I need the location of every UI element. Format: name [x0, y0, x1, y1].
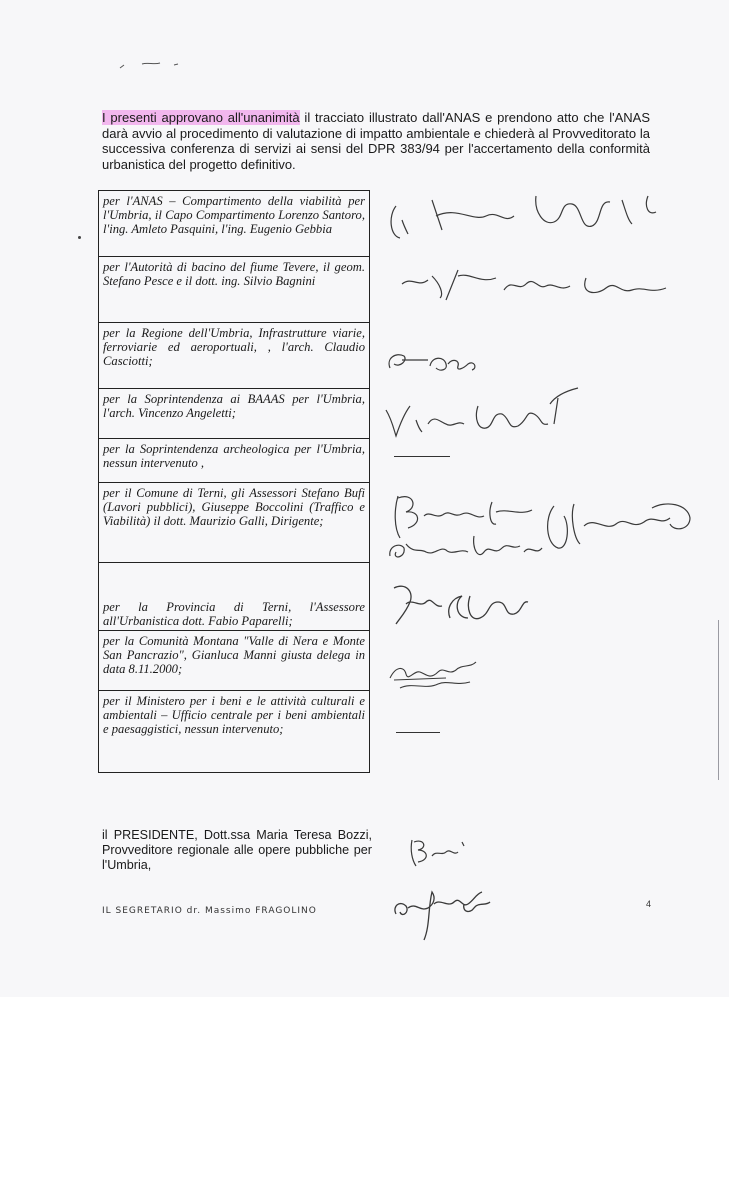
row-soprintendenza-baaas: per la Soprintendenza ai BAAAS per l'Umbria, l'arch. Vincenzo Angeletti;: [99, 389, 370, 439]
row-comune-terni: per il Comune di Terni, gli Assessori Stefano Bufi (Lavori pubblici), Giuseppe Boccolini (Traffico e Viabilità) il dott. Maurizio Galli, Dirigente;: [99, 483, 370, 563]
row-soprintendenza-archeologica: per la Soprintendenza archeologica per l'Umbria, nessun intervenuto ,: [99, 439, 370, 483]
signature-autorita-bacino: [400, 266, 680, 306]
signature-comune-terni: [384, 486, 704, 576]
signature-soprintendenza-baaas: [382, 384, 592, 442]
table-row: [99, 439, 370, 483]
row-regione: per la Regione dell'Umbria, Infrastrutture viarie, ferroviarie ed aeroportuali, , l'arch. Claudio Casciotti;: [99, 323, 370, 389]
secretary-text: IL SEGRETARIO dr. Massimo FRAGOLINO: [102, 906, 317, 916]
signature-secretary: [390, 878, 500, 948]
resolution-paragraph: [102, 110, 650, 172]
no-signature-line: [396, 732, 440, 733]
table-row: [99, 563, 370, 631]
highlighted-text: I presenti approvano all'unanimità: [102, 110, 300, 125]
signature-provincia-terni: [390, 578, 540, 638]
table-row: [99, 483, 370, 563]
row-autorita-bacino: per l'Autorità di bacino del fiume Tevere, il geom. Stefano Pesce e il dott. ing. Silvio Bagnini: [99, 257, 370, 323]
table-row: [99, 191, 370, 257]
table-row: [99, 631, 370, 691]
scan-mark: [118, 56, 188, 77]
signature-comunita-montana: [386, 656, 496, 696]
row-ministero: per il Ministero per i beni e le attività culturali e ambientali – Ufficio centrale per i beni ambientali e paesaggistici, nessun intervenuto;: [99, 691, 370, 773]
row-provincia-terni: per la Provincia di Terni, l'Assessore all'Urbanistica dott. Fabio Paparelli;: [99, 563, 370, 631]
no-signature-line: [394, 456, 450, 457]
page-number: 4: [646, 899, 652, 909]
margin-dot: [78, 236, 81, 239]
scan-edge-line: [718, 620, 719, 780]
signature-anas: [386, 186, 666, 252]
table-row: [99, 323, 370, 389]
signature-regione: [384, 348, 484, 376]
attendees-table: [98, 190, 370, 773]
table-row: [99, 257, 370, 323]
row-comunita-montana: per la Comunità Montana "Valle di Nera e Monte San Pancrazio", Gianluca Manni giusta delega in data 8.11.2000;: [99, 631, 370, 691]
table-row: [99, 691, 370, 773]
president-text: il PRESIDENTE, Dott.ssa Maria Teresa Bozzi, Provveditore regionale alle opere pubbliche per l'Umbria,: [102, 828, 372, 872]
row-anas: per l'ANAS – Compartimento della viabilità per l'Umbria, il Capo Compartimento Lorenzo Santoro, l'ing. Amleto Pasquini, l'ing. Eugenio Gebbia: [99, 191, 370, 257]
table-row: [99, 389, 370, 439]
paragraph-text: il tracciato illustrato dall'ANAS e prendono atto che l'ANAS darà avvio al procedimento di valutazione di impatto ambientale e chiederà al Provveditorato la successiva conferenza di servizi ai sensi del DPR 383/94 per l'accertamento della conformità urbanistica del progetto definitivo.: [102, 110, 650, 172]
signature-president: [404, 834, 474, 870]
